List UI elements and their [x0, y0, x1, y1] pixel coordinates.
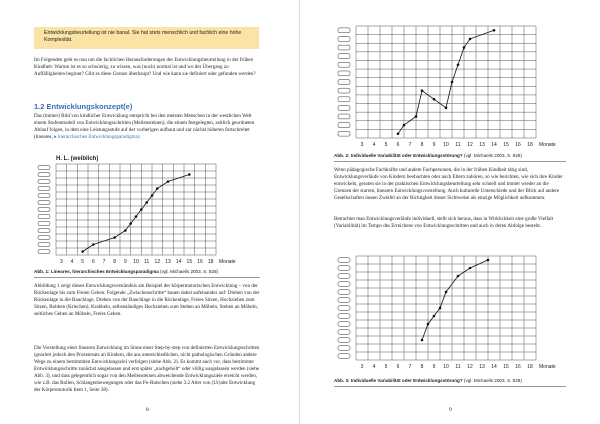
milestone-icon — [338, 306, 350, 310]
milestone-icon — [338, 114, 350, 119]
figure-3-caption-source: (vgl. Michaelis 2003, S. 828) — [462, 378, 522, 383]
x-tick-label: 16 — [197, 259, 203, 265]
data-point — [433, 315, 436, 318]
x-tick-label: 8 — [420, 364, 424, 370]
milestone-icon — [338, 346, 350, 350]
milestone-icon — [338, 258, 350, 262]
intro-paragraph: Im Folgenden geht es nun um die fachlichen Herausforderungen der Entwicklungsbeurteilung in der frühen Kindheit: Warum ist es so schwierig, zu wissen, was (noch) normal ist und wo der Übergang zu Auffälligkeiten beginnt? Gibt es diese Grenze überhaupt? Und wie kann sie definiert oder gefunden werden? — [34, 57, 256, 77]
x-tick-label: 3 — [59, 259, 63, 265]
milestone-icon — [38, 201, 50, 205]
body-paragraph-1: Wenn pädagogische Fachkräfte und andere Fachpersonen, die in der frühen Kindheit tätig sind, Entwicklungsverläufe von Kindern beobachten oder auch Eltern zuhören, so wie berichten, wie sich ihre Kinder entwickeln, geraten sie in der praktischen Entwicklungsbeurteilung sehr schnell und immer wieder an die Grenzen der starren, linearen Entwicklungsvorstellung. Auch kulturelle Unterschiede und der Blick auf andere Gesellschaften lassen Zweifel an der Richtigkeit dieser Sichtweise als einzige Möglichkeit aufkommen. — [334, 167, 563, 201]
caption-divider — [34, 277, 260, 278]
milestone-icon — [38, 236, 50, 240]
data-point — [463, 46, 466, 49]
section-heading: 1.2 Entwicklungskonzept(e) — [34, 102, 133, 111]
x-tick-label: 10 — [133, 259, 139, 265]
milestone-icon — [338, 131, 350, 136]
x-tick-label: 7 — [408, 142, 412, 148]
data-point — [421, 89, 424, 92]
data-point — [140, 208, 143, 211]
body-paragraph-2: Die Vorstellung einer linearen Entwicklung im Sinne einer Step-by-step von definierten Entwicklungsschritten ignoriert jedoch den Prozentsatz an Kindern, die aus unterschiedlichen, nicht pathologischen Gründen andere Wege zu einem bestimmten Entwicklungsziel verfolgen (siehe Abb. 2). Es kommt auch vor, dass bestimmte Entwicklungsschritte zunächst ausgelassen und erst später „nachgeholt“ oder völlig ausgelassen werden (siehe Abb. 3), und dass gelegentlich sogar von den Meilensteinen abweichende Entwicklungsziele erreicht werden, wie z.B. das Rollen, Schlangenbewegungen oder das Po-Rutschen (siehe 3.2 Alter von (Ur)alte Entwicklung der Körpermotorik Item 1, Seite 38). — [34, 345, 260, 393]
milestone-icon — [338, 282, 350, 286]
data-point — [421, 339, 424, 342]
figure-1-caption-bold: Abb. 1: Lineares, hierarchisches Entwicklungsparadigma — [34, 269, 159, 274]
milestone-icon — [38, 229, 50, 233]
page-number-right: 9 — [449, 407, 452, 413]
data-point — [487, 259, 490, 262]
figure-1-chart — [34, 152, 244, 267]
data-point — [145, 201, 148, 204]
figure-3-caption — [334, 378, 566, 384]
x-tick-label: 8 — [420, 142, 424, 148]
x-tick-label: 11 — [455, 142, 461, 148]
figure-3-chart — [334, 252, 564, 372]
milestone-icon — [338, 266, 350, 270]
x-tick-label: 16 — [515, 142, 521, 148]
milestone-icon — [338, 97, 350, 102]
x-tick-label: 18 — [527, 364, 533, 370]
x-tick-label: 13 — [479, 364, 485, 370]
milestone-icon — [338, 88, 350, 93]
x-tick-label: 11 — [455, 364, 461, 370]
milestone-icon — [338, 28, 350, 33]
milestone-icon — [38, 166, 50, 170]
data-point — [403, 124, 406, 127]
x-tick-label: 14 — [175, 259, 182, 265]
x-tick-label: 14 — [491, 364, 497, 370]
development-line — [398, 30, 494, 133]
data-point — [81, 250, 84, 253]
x-tick-label: 5 — [81, 259, 85, 265]
x-tick-label: 14 — [491, 142, 497, 148]
x-tick-label: 7 — [102, 259, 106, 265]
milestone-icon — [338, 37, 350, 42]
data-point — [433, 98, 436, 101]
milestone-icon — [38, 173, 50, 177]
x-tick-label: 18 — [527, 142, 533, 148]
data-point — [156, 187, 159, 190]
paradigm-link[interactable]: ▸ hierarchisches Entwicklungsparadigma). — [54, 134, 141, 140]
figure-3-caption-bold: Abb. 3: Individuelle Variabilität oder Entwicklungsstörung? — [334, 378, 463, 383]
data-point — [439, 307, 442, 310]
milestone-icon — [338, 314, 350, 318]
data-point — [445, 291, 448, 294]
milestone-icon — [38, 208, 50, 212]
milestone-icon — [338, 290, 350, 294]
callout-text: Entwicklungsbeurteilung ist nie banal. Sie hat stets menschlich und fachlich eine hohe Komplexität. — [44, 30, 242, 43]
x-unit-label: Monate — [219, 259, 236, 265]
data-point — [469, 267, 472, 270]
body-paragraph-2: Betrachtet man Entwicklungsverläufe individuell, stellt sich heraus, dass in Wirklichkeit eine große Vielfalt (Variabilität) im Tempo des Erreichens von Entwicklungsschritten und auch in deren Abfolge besteht. — [334, 216, 554, 229]
right-page — [300, 0, 600, 424]
page-number-left: 8 — [146, 407, 149, 413]
x-tick-label: 3 — [360, 142, 364, 148]
x-tick-label: 13 — [165, 259, 171, 265]
figure-2-caption-source: (vgl. Michaelis 2003, S. 829) — [462, 153, 522, 158]
x-tick-label: 4 — [372, 142, 376, 148]
caption-divider — [334, 386, 566, 387]
x-tick-label: 6 — [396, 364, 400, 370]
x-tick-label: 18 — [207, 259, 214, 265]
milestone-icon — [338, 71, 350, 76]
milestone-icon — [38, 187, 50, 191]
x-tick-label: 5 — [384, 142, 388, 148]
x-tick-label: 4 — [70, 259, 74, 265]
x-tick-label: 12 — [467, 364, 473, 370]
x-tick-label: 15 — [503, 142, 509, 148]
data-point — [167, 180, 170, 183]
figure-2-caption-bold: Abb. 2: Individuelle Variabilität oder Entwicklungsstörung? — [334, 153, 463, 158]
x-tick-label: 15 — [186, 259, 193, 265]
data-point — [427, 323, 430, 326]
data-point — [129, 222, 132, 225]
x-tick-label: 11 — [144, 259, 150, 265]
data-point — [457, 63, 460, 66]
milestone-icon — [338, 322, 350, 326]
x-tick-label: 4 — [372, 364, 376, 370]
data-point — [397, 132, 400, 135]
milestone-icon — [38, 180, 50, 184]
callout-box — [34, 27, 259, 49]
x-tick-label: 13 — [479, 142, 485, 148]
data-point — [469, 38, 472, 41]
milestone-icon — [338, 338, 350, 342]
x-tick-label: 9 — [432, 142, 436, 148]
data-point — [451, 81, 454, 84]
data-point — [135, 215, 138, 218]
data-point — [415, 115, 418, 118]
chart-title: H. L. (weiblich) — [56, 156, 99, 162]
x-tick-label: 16 — [515, 364, 521, 370]
section-paragraph — [34, 113, 260, 141]
x-tick-label: 12 — [467, 142, 473, 148]
x-tick-label: 8 — [113, 259, 117, 265]
x-tick-label: 9 — [432, 364, 436, 370]
x-tick-label: 10 — [443, 364, 449, 370]
x-tick-label: 10 — [443, 142, 449, 148]
x-unit-label: Monate — [539, 364, 556, 370]
milestone-icon — [38, 243, 50, 247]
data-point — [124, 229, 127, 232]
milestone-icon — [338, 330, 350, 334]
milestone-icon — [338, 298, 350, 302]
milestone-icon — [338, 80, 350, 85]
data-point — [493, 29, 496, 32]
body-paragraph-1: Abbildung 1 zeigt dieses Entwicklungsverständnis am Beispiel der körpermotorischen Entwicklung – von der Rückenlage bis zum Freien Gehen. Folgende „Zwischenschritte“ bauen dabei aufeinander auf: Drehen von der Rückenlage in die Bauchlage, Drehen von der Bauchlage in die Rückenlage, Freies Sitzen, Hochziehen zum Sitzen, Robben (Kriechen), Krabbeln, selbstständiges Hochziehen zum Stehen an Möbeln, Stehen an Möbeln, seitliches Gehen an Möbeln, Freies Gehen. — [34, 283, 260, 317]
caption-divider — [334, 161, 566, 162]
x-tick-label: 12 — [154, 259, 161, 265]
milestone-icon — [338, 123, 350, 128]
milestone-icon — [338, 274, 350, 278]
milestone-icon — [38, 215, 50, 219]
data-point — [445, 107, 448, 110]
milestone-icon — [338, 54, 350, 59]
x-unit-label: Monate — [539, 142, 556, 148]
x-tick-label: 15 — [503, 364, 509, 370]
x-tick-label: 7 — [408, 364, 412, 370]
milestone-icon — [338, 62, 350, 67]
milestone-icon — [38, 222, 50, 226]
figure-1-caption — [34, 269, 260, 275]
x-tick-label: 9 — [123, 259, 127, 265]
x-tick-label: 6 — [91, 259, 95, 265]
milestone-icon — [338, 105, 350, 110]
x-tick-label: 5 — [384, 364, 388, 370]
data-point — [188, 173, 191, 176]
milestone-icon — [38, 194, 50, 198]
data-point — [457, 275, 460, 278]
milestone-icon — [38, 250, 50, 254]
milestone-icon — [338, 45, 350, 50]
data-point — [151, 194, 154, 197]
x-tick-label: 3 — [360, 364, 364, 370]
left-page — [0, 0, 299, 424]
section-paragraph-text: Das (immer) Bild von kindlicher Entwicklung entspricht bei den meisten Menschen in der westlichen Welt einem Stufenmodell von Entwicklungsschritten (Meilensteinen), die einem festgelegten, zeitlich geordneten Ablauf folgen, in dem eine Leistungsstufe auf der vorherigen aufbaut und zur nächst höheren fortschreitet (lineares, — [34, 113, 255, 140]
x-tick-label: 6 — [396, 142, 400, 148]
figure-1-caption-source: (vgl. Michaelis 2003, S. 828) — [158, 269, 219, 274]
figure-2-caption — [334, 153, 566, 159]
milestone-icon — [338, 354, 350, 358]
figure-2-chart — [334, 22, 564, 150]
data-point — [92, 243, 95, 246]
data-point — [113, 236, 116, 239]
